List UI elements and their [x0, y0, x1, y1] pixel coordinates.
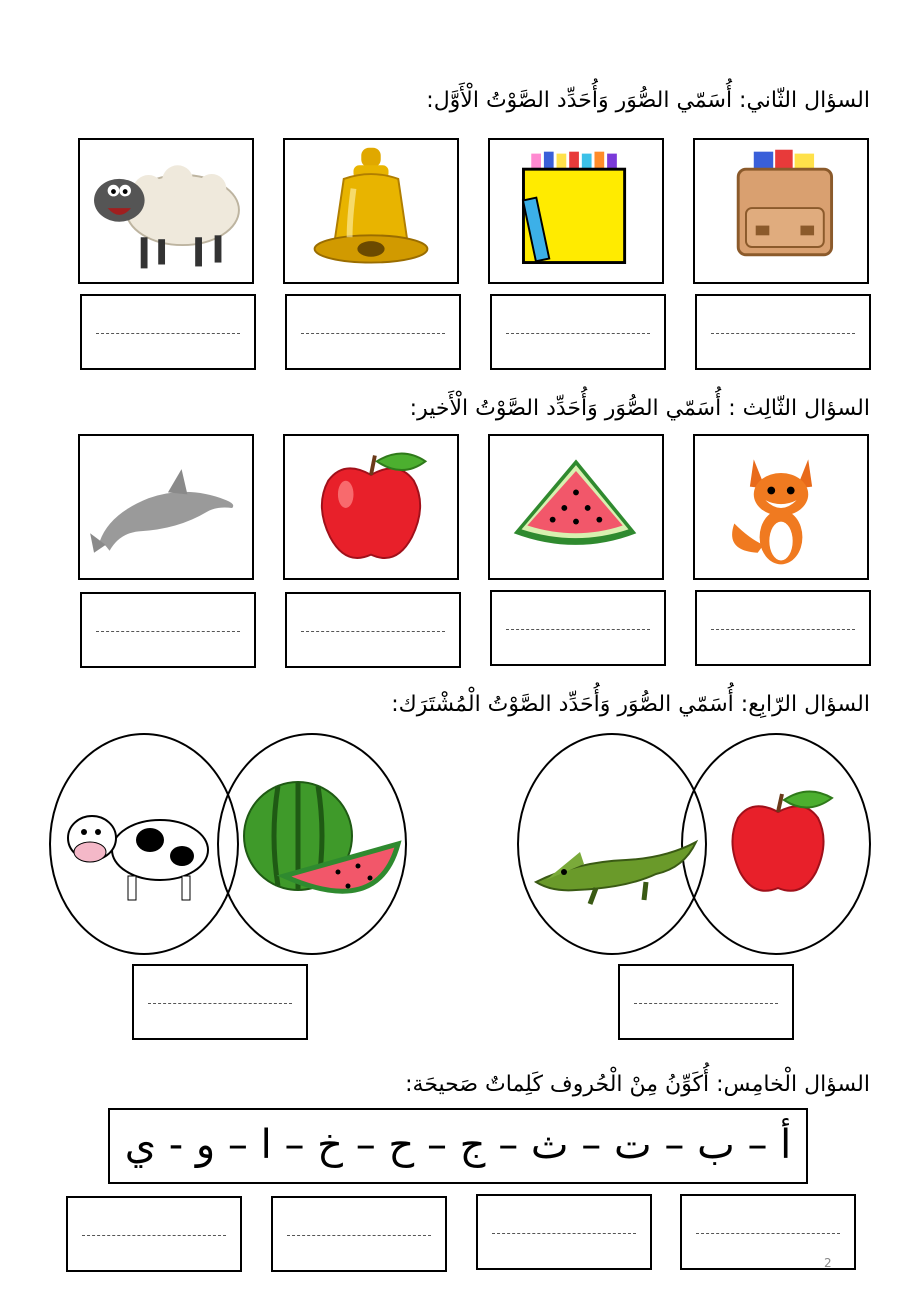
answer-box[interactable] [66, 1196, 242, 1272]
answer-box[interactable] [490, 294, 666, 370]
picture-box-schoolbag [693, 138, 869, 284]
picture-box-sheep [78, 138, 254, 284]
apple-icon [285, 436, 457, 578]
question-2-title: السؤال الثّاني: أُسَمّي الصُّوَر وَأُحَدِّد الصَّوْتُ الْأَوَّل: [426, 88, 870, 113]
picture-box-crayons [488, 138, 664, 284]
answer-box[interactable] [490, 590, 666, 666]
answer-line [696, 1233, 840, 1234]
answer-box[interactable] [695, 294, 871, 370]
answer-line [506, 333, 650, 334]
page-number: 2 [824, 1256, 832, 1270]
answer-line [287, 1235, 431, 1236]
answer-line [711, 629, 855, 630]
answer-line [506, 629, 650, 630]
answer-box[interactable] [271, 1196, 447, 1272]
answer-box[interactable] [695, 590, 871, 666]
picture-box-bell [283, 138, 459, 284]
question-3-title: السؤال الثّالِث : أُسَمّي الصُّوَر وَأُحَدِّد الصَّوْتُ الْأَخير: [409, 396, 870, 421]
answer-line [492, 1233, 636, 1234]
sheep-icon [80, 140, 252, 282]
crayons-icon [490, 140, 662, 282]
answer-box[interactable] [618, 964, 794, 1040]
picture-box-dolphin [78, 434, 254, 580]
answer-box[interactable] [285, 592, 461, 668]
question-5-title: السؤال الْخامِس: أُكَوِّنُ مِنْ الْحُروف كَلِماتٌ صَحيحَة: [405, 1072, 870, 1097]
question-4-title: السؤال الرّابِع: أُسَمّي الصُّوَر وَأُحَدِّد الصَّوْتُ الْمُشْتَرَك: [391, 692, 870, 717]
answer-box[interactable] [132, 964, 308, 1040]
answer-box[interactable] [285, 294, 461, 370]
dolphin-icon [80, 436, 252, 578]
letters-box: أ – ب – ت – ث – ج – ح – خ – ا – و - ي [108, 1108, 808, 1184]
answer-line [301, 333, 445, 334]
answer-box[interactable] [476, 1194, 652, 1270]
crocodile-icon [536, 842, 696, 904]
apple-icon [732, 791, 832, 890]
answer-line [301, 631, 445, 632]
answer-line [634, 1003, 778, 1004]
answer-box[interactable] [80, 294, 256, 370]
answer-line [148, 1003, 292, 1004]
schoolbag-icon [695, 140, 867, 282]
venn-diagram-cow-watermelon [48, 732, 408, 956]
answer-line [82, 1235, 226, 1236]
answer-line [96, 333, 240, 334]
venn-diagram-crocodile-apple [516, 732, 872, 956]
fox-icon [695, 436, 867, 578]
watermelon-icon [244, 782, 398, 891]
picture-box-watermelon-slice [488, 434, 664, 580]
picture-box-apple [283, 434, 459, 580]
answer-line [711, 333, 855, 334]
picture-box-fox [693, 434, 869, 580]
watermelon-slice-icon [490, 436, 662, 578]
answer-box[interactable] [80, 592, 256, 668]
cow-icon [68, 816, 208, 900]
answer-line [96, 631, 240, 632]
bell-icon [285, 140, 457, 282]
